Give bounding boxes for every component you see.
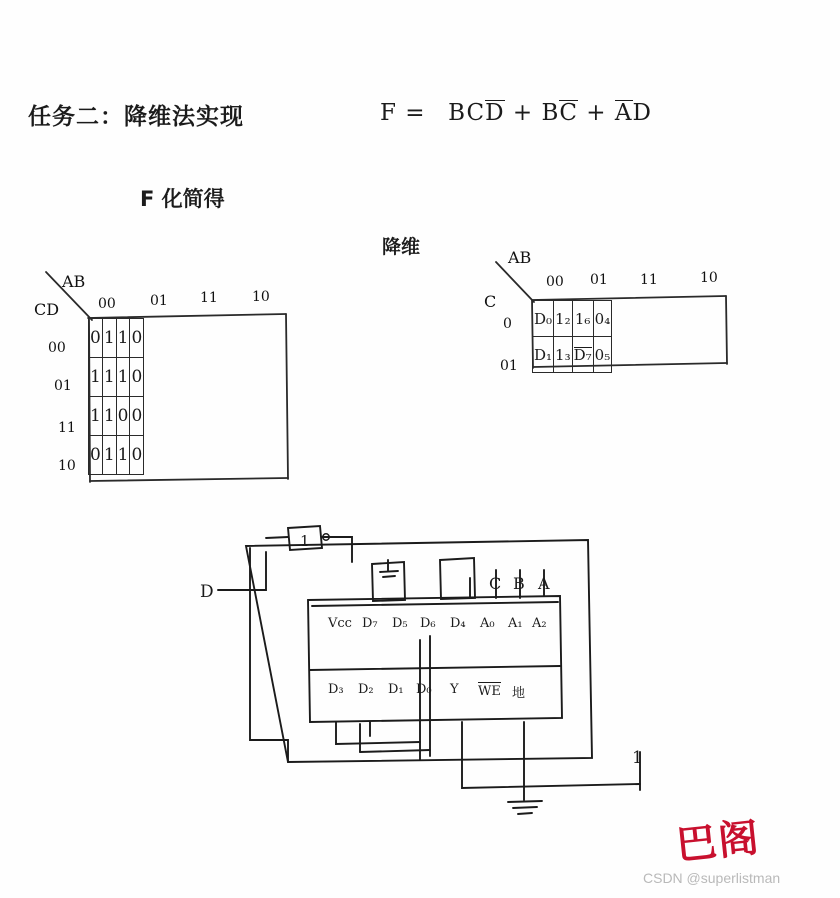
- plus-2: +: [586, 100, 615, 126]
- kmap-full-cell-1-1: 1: [102, 358, 116, 397]
- kmap-reduced-row-header-1: 01: [500, 358, 518, 374]
- chip-top-pin-1: D₇: [362, 616, 378, 631]
- chip-top-pin-0: Vcc: [328, 616, 352, 631]
- kmap-reduced-diagonal: [496, 262, 534, 302]
- kmap-full-row-header-2: 11: [58, 420, 76, 436]
- chip-bottom-pin-1: D₂: [358, 682, 374, 697]
- kmap-full-cell-1-2: 1: [116, 358, 130, 397]
- title-term-2: BC: [541, 100, 578, 126]
- chip-top-pin-6: A₁: [508, 616, 523, 631]
- chip-bottom-pin-6: 地: [512, 686, 526, 701]
- kmap-reduced-cell-0-2: 1₆: [572, 301, 593, 337]
- ground-bar-3: [518, 813, 532, 814]
- kmap-reduced-cell-1-3: 0₅: [593, 337, 612, 373]
- addr-label-a: A: [538, 574, 550, 593]
- circuit-output-label: 1: [632, 748, 643, 768]
- kmap-reduced-col-header-2: 11: [640, 272, 658, 288]
- kmap-reduced-col-header-0: 00: [546, 274, 564, 290]
- kmap-full-row-header-0: 00: [48, 340, 66, 356]
- term2-cbar: C: [559, 100, 578, 126]
- chip-bottom-pin-2: D₁: [388, 682, 404, 697]
- kmap-full-cell-3-0: 0: [89, 436, 103, 475]
- kmap-full-row-header-1: 01: [54, 378, 72, 394]
- chip-bottom-pin-3: D₀: [416, 682, 432, 697]
- kmap-reduced-cell-1-2-text: D₇: [573, 345, 592, 364]
- kmap-reduced-col-var: AB: [508, 248, 532, 267]
- kmap-reduced-col-header-1: 01: [590, 272, 608, 288]
- kmap-full-col-header-2: 11: [200, 290, 218, 306]
- kmap-reduced-row-var: C: [484, 292, 497, 311]
- kmap-reduced-cell-1-0: D₁: [533, 337, 554, 373]
- kmap-full-cell-3-1: 1: [102, 436, 116, 475]
- table-row: [89, 397, 144, 436]
- table-row: [89, 358, 144, 397]
- chip-top-pin-7: A₂: [532, 616, 547, 631]
- kmap-full-cell-3-3: 0: [130, 436, 144, 475]
- inverter-label: 1: [300, 532, 310, 550]
- addr-label-b: B: [513, 574, 525, 593]
- kmap-reduced-row-header-0: 0: [503, 316, 512, 332]
- kmap-full-col-header-3: 10: [252, 289, 270, 305]
- kmap-full-cell-3-2: 1: [116, 436, 130, 475]
- kmap-full-cell-0-3: 0: [130, 319, 144, 358]
- circuit-input-d-label: D: [200, 582, 214, 602]
- title-term-3: AD: [614, 100, 652, 126]
- watermark: CSDN @superlistman: [643, 870, 781, 886]
- pin-box-right: [440, 558, 475, 599]
- addr-label-c: C: [489, 574, 502, 593]
- kmap-full-cell-0-0: 0: [89, 319, 103, 358]
- title-equation: [380, 100, 652, 126]
- kmap-full-col-header-1: 01: [150, 293, 168, 309]
- subtitle-reduce: 降维: [382, 236, 421, 258]
- chip-top-pin-5: A₀: [480, 616, 495, 631]
- kmap-full-cell-1-3: 0: [130, 358, 144, 397]
- chip-bottom-pin-0: D₃: [328, 682, 344, 697]
- kmap-reduced-cell-1-2: [572, 337, 593, 373]
- term1-bc: BC: [448, 100, 486, 126]
- chip-top-pin-2: D₅: [392, 616, 408, 631]
- title-equation-lhs: F =: [380, 100, 426, 126]
- kmap-reduced-cell-0-0: D₀: [533, 301, 554, 337]
- inverter-bubble: [323, 534, 329, 540]
- chip-bottom-pin-5: WE: [478, 684, 501, 699]
- kmap-reduced-cell-1-1: 1₃: [554, 337, 573, 373]
- ground-bar-2: [513, 807, 537, 808]
- circuit-wires: [218, 526, 640, 814]
- kmap-reduced-cell-0-3: 0₄: [593, 301, 612, 337]
- kmap-reduced-col-header-3: 10: [700, 270, 718, 286]
- kmap-full-cell-0-2: 1: [116, 319, 130, 358]
- chip-top-pin-4: D₄: [450, 616, 466, 631]
- plus-1: +: [512, 100, 542, 126]
- term1-dbar: D: [485, 100, 505, 126]
- title-term-1: [448, 100, 504, 125]
- table-row: [89, 319, 144, 358]
- chip-top-pin-3: D₆: [420, 616, 436, 631]
- chip-body: [308, 596, 562, 722]
- kmap-full-cell-0-1: 1: [102, 319, 116, 358]
- kmap-full-cell-2-1: 1: [102, 397, 116, 436]
- term3-abar: A: [614, 100, 633, 126]
- kmap-full-col-header-0: 00: [98, 296, 116, 312]
- table-row: [533, 337, 612, 373]
- ground-bar-1: [508, 801, 542, 802]
- kmap-full-cell-1-0: 1: [89, 358, 103, 397]
- kmap-full-row-header-3: 10: [58, 458, 76, 474]
- page-title-prefix: 任务二：降维法实现: [28, 104, 244, 130]
- kmap-full-cell-2-0: 1: [89, 397, 103, 436]
- kmap-full-cell-2-2: 0: [116, 397, 130, 436]
- kmap-reduced-cell-0-1: 1₂: [554, 301, 573, 337]
- kmap-full-row-var: CD: [34, 300, 60, 319]
- kmap-full-cell-2-3: 0: [130, 397, 144, 436]
- subtitle-simplified: F 化简得: [140, 187, 225, 211]
- page-title: [28, 98, 244, 131]
- table-row: [533, 301, 612, 337]
- kmap-full-col-var: AB: [62, 272, 86, 291]
- kmap-full-table: [88, 318, 144, 475]
- chip-bottom-pin-4: Y: [450, 682, 459, 697]
- signature: 巴阁: [674, 813, 763, 870]
- kmap-reduced-table: [532, 300, 612, 373]
- pin-box-left: [372, 562, 405, 601]
- table-row: [89, 436, 144, 475]
